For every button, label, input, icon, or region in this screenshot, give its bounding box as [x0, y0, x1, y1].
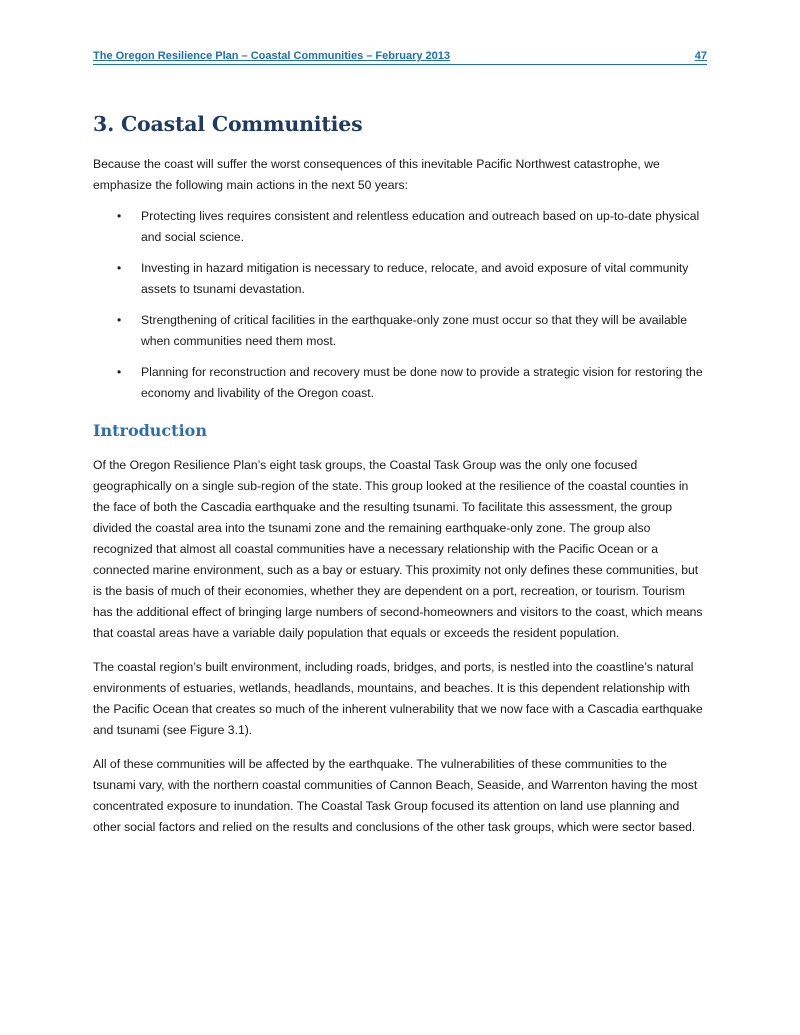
list-item-text: Protecting lives requires consistent and relentless education and outreach based on up-to-date physical and social science.: [141, 209, 700, 244]
list-item: [93, 362, 707, 404]
chapter-intro-text: Because the coast will suffer the worst consequences of this inevitable Pacific Northwest catastrophe, we emphasize the following main actions in the next 50 years:: [93, 157, 660, 192]
bullet-icon: •: [117, 209, 122, 223]
paragraph: The coastal region’s built environment, including roads, bridges, and ports, is nestled into the coastline’s natural environments of estuaries, wetlands, headlands, mountains, and beaches. It is this dependent relationship with the Pacific Ocean that creates so much of the inherent vulnerability that we now face with a Cascadia earthquake and tsunami (see Figure 3.1).: [93, 660, 703, 737]
list-item-text: Planning for reconstruction and recovery must be done now to provide a strategic vision for restoring the economy and livability of the Oregon coast.: [141, 365, 703, 400]
paragraph: All of these communities will be affected by the earthquake. The vulnerabilities of these communities to the tsunami vary, with the northern coastal communities of Cannon Beach, Seaside, and Warrenton having the most concentrated exposure to inundation. The Coastal Task Group focused its attention on land use planning and other social factors and relied on the results and conclusions of the other task groups, which were sector based.: [93, 757, 698, 834]
bullet-icon: •: [117, 261, 122, 275]
list-item: [93, 258, 707, 300]
page-number: 47: [694, 50, 707, 62]
chapter-intro: [93, 154, 707, 196]
bullet-icon: •: [117, 313, 122, 327]
chapter-title: 3. Coastal Communities: [93, 112, 363, 136]
list-item: [93, 206, 707, 248]
bullet-icon: •: [117, 365, 122, 379]
section-heading-introduction: Introduction: [93, 421, 207, 440]
running-header-title: The Oregon Resilience Plan – Coastal Communities – February 2013: [93, 50, 451, 62]
introduction-body: [93, 455, 707, 851]
running-header: [93, 49, 707, 65]
list-item-text: Strengthening of critical facilities in the earthquake-only zone must occur so that they will be available when communities need them most.: [141, 313, 688, 348]
list-item: [93, 310, 707, 352]
main-actions-list: [93, 206, 707, 414]
paragraph: Of the Oregon Resilience Plan’s eight task groups, the Coastal Task Group was the only one focused geographically on a single sub-region of the state. This group looked at the resilience of the coastal counties in the face of both the Cascadia earthquake and the resulting tsunami. To facilitate this assessment, the group divided the coastal area into the tsunami zone and the remaining earthquake-only zone. The group also recognized that almost all coastal communities have a necessary relationship with the Pacific Ocean or a connected marine environment, such as a bay or estuary. This proximity not only defines these communities, but is the basis of much of their economies, whether they are dependent on a port, recreation, or tourism. Tourism has the additional effect of bringing large numbers of second-homeowners and visitors to the coast, which means that coastal areas have a variable daily population that equals or exceeds the resident population.: [93, 458, 703, 640]
list-item-text: Investing in hazard mitigation is necessary to reduce, relocate, and avoid exposure of vital community assets to tsunami devastation.: [141, 261, 689, 296]
